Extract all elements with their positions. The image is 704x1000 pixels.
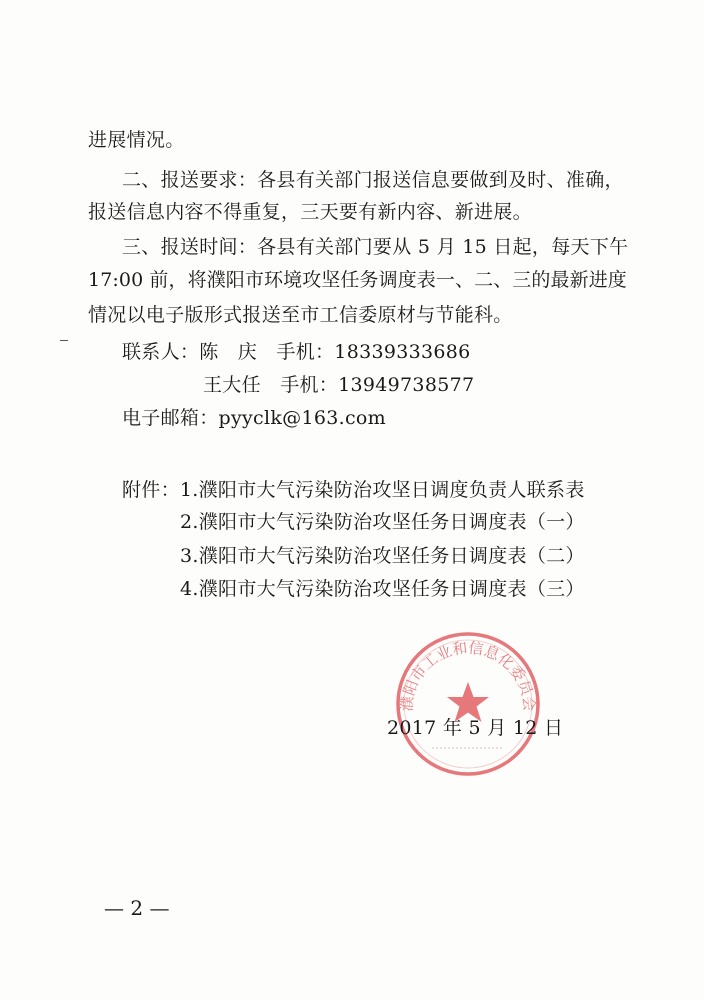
official-seal-stamp	[392, 628, 544, 780]
svg-text:濮阳市工业和信息化委员会: 濮阳市工业和信息化委员会	[397, 638, 539, 712]
body-line-1: 进展情况。	[88, 129, 185, 151]
body-line-6: 情况以电子版形式报送至市工信委原材与节能科。	[88, 304, 513, 326]
attachment-line-1: 附件：1.濮阳市大气污染防治攻坚日调度负责人联系表	[122, 479, 585, 501]
contact-line-2: 王大任 手机：13949738577	[203, 374, 475, 396]
issue-date: 2017 年 5 月 12 日	[387, 717, 564, 739]
email-line: 电子邮箱：pyyclk@163.com	[122, 407, 386, 429]
attachment-line-4: 4.濮阳市大气污染防治攻坚任务日调度表（三）	[180, 578, 585, 600]
body-line-2: 二、报送要求：各县有关部门报送信息要做到及时、准确，	[122, 169, 624, 191]
attachment-line-3: 3.濮阳市大气污染防治攻坚任务日调度表（二）	[180, 545, 585, 567]
body-line-5: 17:00 前，将濮阳市环境攻坚任务调度表一、二、三的最新进度	[88, 269, 627, 291]
contact-line-1: 联系人：陈 庆 手机：18339333686	[122, 341, 471, 363]
body-line-3: 报送信息内容不得重复，三天要有新内容、新进展。	[88, 201, 532, 223]
attachment-line-2: 2.濮阳市大气污染防治攻坚任务日调度表（一）	[180, 511, 585, 533]
page-number: — 2 —	[104, 896, 170, 920]
scan-mark	[60, 340, 68, 341]
body-line-4: 三、报送时间：各县有关部门要从 5 月 15 日起，每天下午	[122, 236, 629, 258]
